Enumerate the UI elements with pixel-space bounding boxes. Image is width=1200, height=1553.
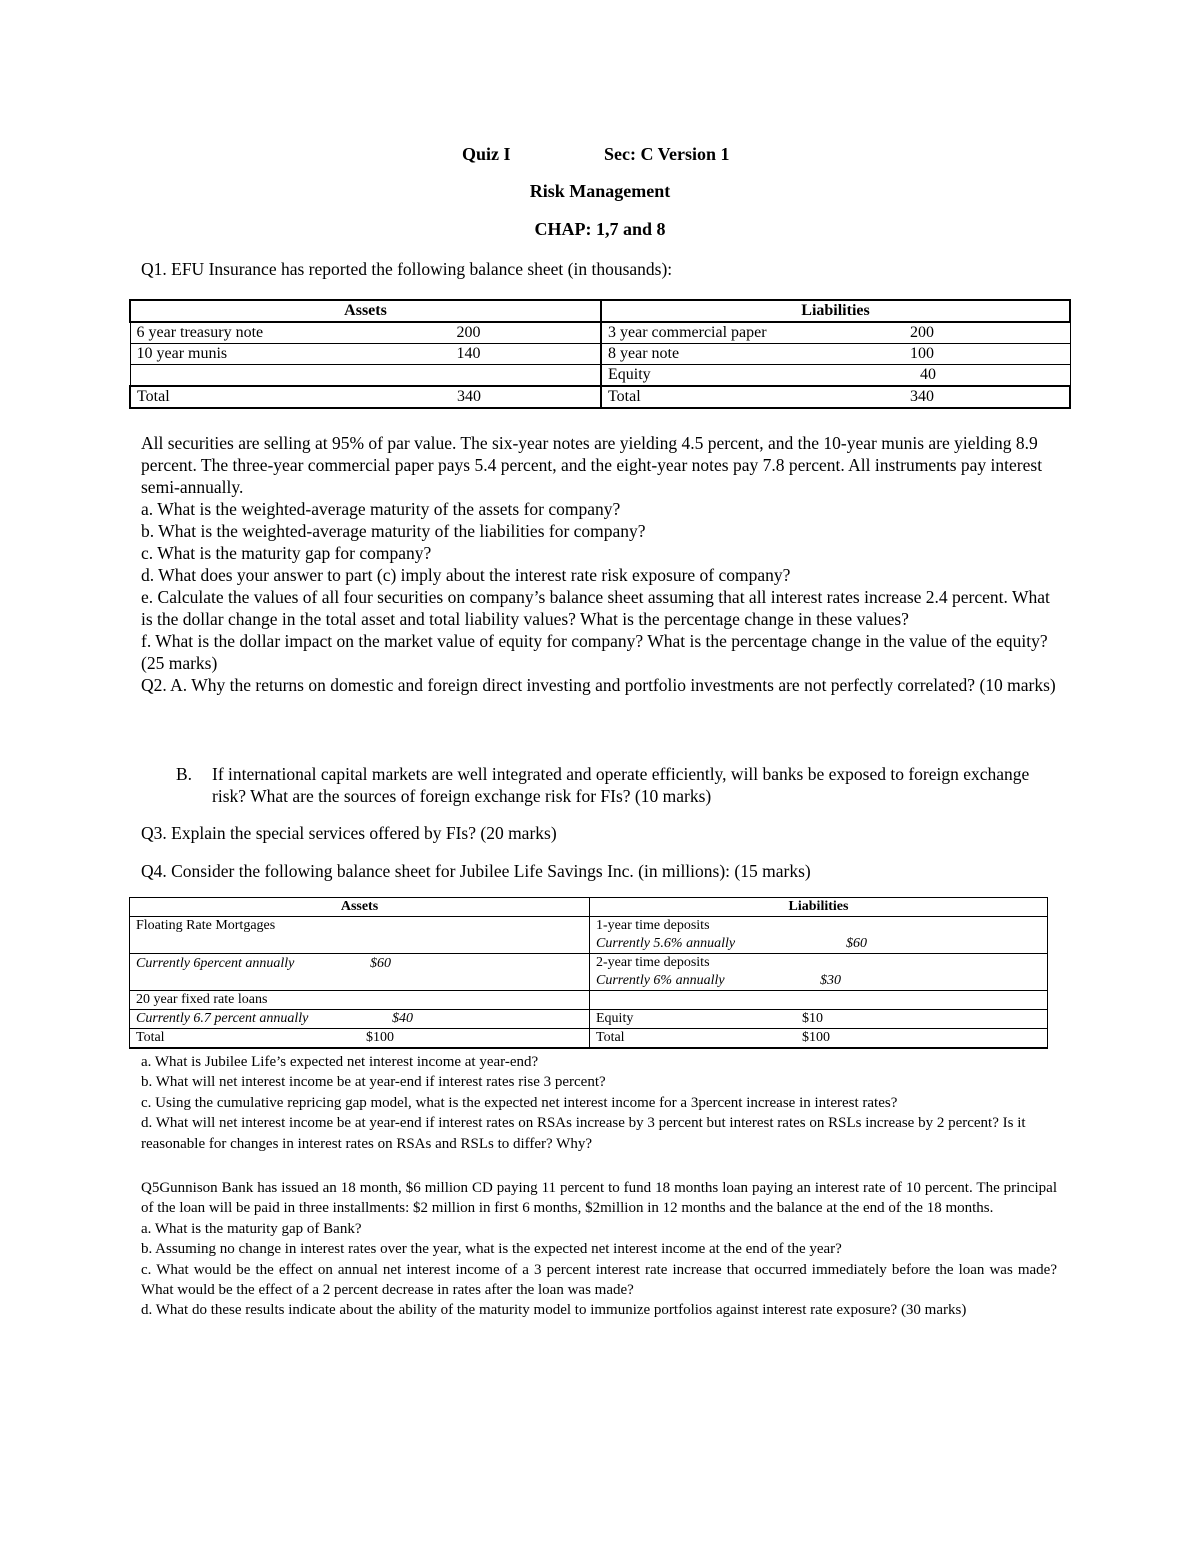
td1-rate: Currently 5.6% annually <box>596 936 736 951</box>
q1-part-c: c. What is the maturity gap for company? <box>141 543 432 563</box>
table-row <box>130 365 1070 387</box>
q1-description: All securities are selling at 95% of par value. The six-year notes are yielding 4.5 percent, and the 10-year munis are yielding 8.9 percent. The three-year commercial paper pays 5.4 percent, and the eight-year notes pay 7.8 percent. All instruments pay interest semi-annually. <box>141 433 1043 497</box>
table-row <box>130 1029 1048 1049</box>
q5-part-b: b. Assuming no change in interest rates over the year, what is the expected net interest income at the end of the year? <box>141 1241 842 1258</box>
table-row <box>130 991 1048 1010</box>
assets-header: Assets <box>130 300 601 322</box>
table-row <box>130 1010 1048 1029</box>
q4-liabilities-header: Liabilities <box>590 898 1048 917</box>
liability-value: 200 <box>910 324 934 341</box>
chapters-label: CHAP: 1,7 and 8 <box>534 219 666 239</box>
q2-part-b <box>176 763 1058 807</box>
liability-name: Equity <box>608 366 651 383</box>
section-label: Sec: C Version 1 <box>604 144 730 164</box>
q5-part-d: d. What do these results indicate about the ability of the maturity model to immunize portfolios against interest rate exposure? (30 marks) <box>141 1302 967 1319</box>
asset-value: 340 <box>457 388 481 405</box>
q2-b-text: If international capital markets are well integrated and operate efficiently, will banks be exposed to foreign exchange risk? What are the sources of foreign exchange risk for FIs? (10 marks) <box>212 764 1030 806</box>
table-row <box>130 917 1048 954</box>
table-row <box>130 954 1048 991</box>
fixed-value: $40 <box>392 1011 413 1026</box>
q1-intro: Q1. EFU Insurance has reported the following balance sheet (in thousands): <box>141 259 673 279</box>
table-row <box>130 386 1070 408</box>
total-assets-label: Total <box>136 1030 165 1045</box>
fixed-label: 20 year fixed rate loans <box>136 992 268 1007</box>
td1-value: $60 <box>846 936 867 951</box>
total-liabilities-value: $100 <box>802 1030 830 1045</box>
q1-part-b: b. What is the weighted-average maturity of the liabilities for company? <box>141 521 646 541</box>
equity-value: $10 <box>802 1011 823 1026</box>
q4-part-d: d. What will net interest income be at year-end if interest rates on RSAs increase by 3 percent but interest rates on RSLs increase by 2 percent? Is it reasonable for changes in interest rates on RSAs and RSLs to differ? Why? <box>141 1115 1026 1152</box>
q4-balance-sheet <box>129 897 1048 1049</box>
liability-name: Total <box>608 388 641 405</box>
equity-label: Equity <box>596 1011 634 1026</box>
liability-name: 3 year commercial paper <box>608 324 767 341</box>
asset-name: 10 year munis <box>136 345 228 362</box>
q1-part-f: f. What is the dollar impact on the market value of equity for company? What is the percentage change in the value of the equity? (25 marks) <box>141 631 1048 673</box>
q1-body <box>141 432 1057 696</box>
q5 <box>141 1178 1057 1321</box>
q5-part-c: c. What would be the effect on annual net interest income of a 3 percent interest rate increase that occurred immediately before the loan was made? What would be the effect of a 2 percent decrease in rates after the loan was made? <box>141 1261 1057 1299</box>
q1-balance-sheet <box>129 299 1071 409</box>
asset-value: 140 <box>456 345 481 362</box>
asset-name: Total <box>137 388 170 405</box>
frm-rate: Currently 6percent annually <box>136 956 295 971</box>
td2-rate: Currently 6% annually <box>596 973 725 988</box>
total-liabilities-label: Total <box>596 1030 625 1045</box>
total-assets-value: $100 <box>366 1030 394 1045</box>
liability-name: 8 year note <box>608 345 680 362</box>
liability-value: 40 <box>920 366 936 383</box>
q4-part-a: a. What is Jubilee Life’s expected net interest income at year-end? <box>141 1054 539 1070</box>
liability-value: 100 <box>910 345 934 362</box>
td2-label: 2-year time deposits <box>596 955 710 970</box>
asset-value: 200 <box>456 324 481 341</box>
q4-part-c: c. Using the cumulative repricing gap model, what is the expected net interest income for a 3percent increase in interest rates? <box>141 1094 898 1111</box>
quiz-title: Quiz I <box>462 144 511 164</box>
q3-text: Q3. Explain the special services offered by FIs? (20 marks) <box>141 823 557 843</box>
q2-part-a: Q2. A. Why the returns on domestic and foreign direct investing and portfolio investments are not perfectly correlated? (10 marks) <box>141 675 1056 695</box>
td2-value: $30 <box>820 973 841 988</box>
fixed-rate: Currently 6.7 percent annually <box>136 1011 309 1026</box>
q4-part-b: b. What will net interest income be at year-end if interest rates rise 3 percent? <box>141 1074 606 1091</box>
q2-b-label: B. <box>176 764 193 784</box>
q5-intro: Q5Gunnison Bank has issued an 18 month, $6 million CD paying 11 percent to fund 18 months loan paying an interest rate of 10 percent. The principal of the loan will be paid in three installments: $2 million in first 6 months, $2million in 12 months and the balance at the end of the 18 months. <box>141 1180 1057 1217</box>
liability-value: 340 <box>910 388 934 405</box>
table-row <box>130 322 1070 344</box>
td1-label: 1-year time deposits <box>596 918 710 933</box>
subject-title: Risk Management <box>529 181 671 201</box>
q4-intro: Q4. Consider the following balance sheet for Jubilee Life Savings Inc. (in millions): (15 marks) <box>141 861 811 881</box>
q5-part-a: a. What is the maturity gap of Bank? <box>141 1220 362 1237</box>
q1-part-d: d. What does your answer to part (c) imply about the interest rate risk exposure of company? <box>141 565 791 585</box>
asset-name: 6 year treasury note <box>136 324 264 341</box>
q4-parts <box>141 1052 1057 1154</box>
q1-part-a: a. What is the weighted-average maturity of the assets for company? <box>141 499 621 519</box>
q1-part-e: e. Calculate the values of all four securities on company’s balance sheet assuming that all interest rates increase 2.4 percent. What is the dollar change in the total asset and total liability values? What is the percentage change in these values? <box>141 587 1050 629</box>
frm-value: $60 <box>370 956 391 971</box>
table-row <box>130 344 1070 365</box>
q4-assets-header: Assets <box>130 898 590 917</box>
liabilities-header: Liabilities <box>601 300 1070 322</box>
frm-label: Floating Rate Mortgages <box>136 918 276 933</box>
